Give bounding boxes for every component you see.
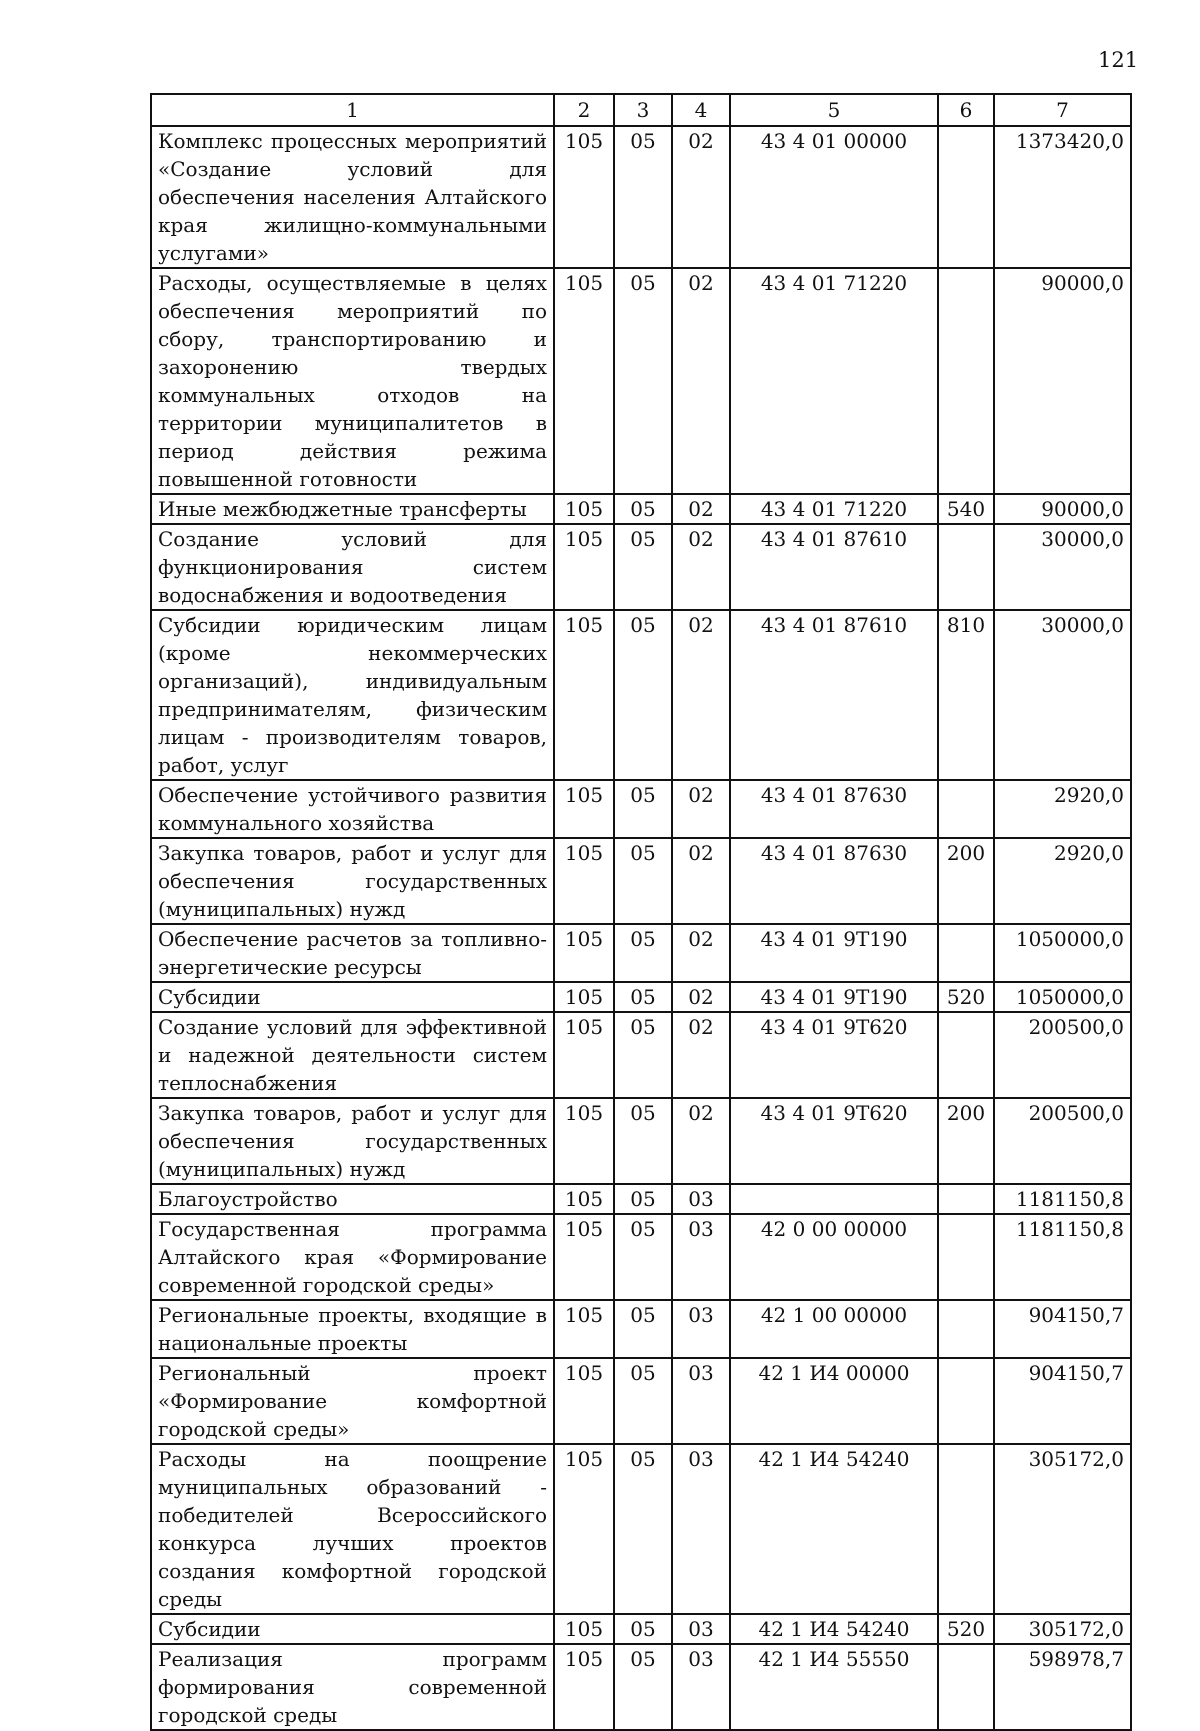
table-row [151,924,1131,982]
cell-target-article: 42 1 00 00000 [730,1300,938,1358]
cell-section: 05 [614,1614,672,1644]
cell-target-article: 42 1 И4 54240 [730,1614,938,1644]
cell-subsection: 02 [672,1098,730,1184]
table-row [151,1214,1131,1300]
cell-target-article: 42 0 00 00000 [730,1214,938,1300]
cell-ministry: 105 [554,780,614,838]
row-name: Субсидии [151,982,554,1012]
cell-section: 05 [614,1012,672,1098]
cell-section: 05 [614,126,672,268]
cell-target-article: 42 1 И4 55550 [730,1644,938,1730]
cell-subsection: 02 [672,494,730,524]
cell-amount: 30000,0 [994,610,1131,780]
cell-subsection: 02 [672,126,730,268]
cell-target-article: 42 1 И4 54240 [730,1444,938,1614]
cell-expense-type [938,924,994,982]
cell-amount: 90000,0 [994,494,1131,524]
cell-amount: 1373420,0 [994,126,1131,268]
column-header: 6 [938,94,994,126]
cell-subsection: 03 [672,1300,730,1358]
table-row [151,1098,1131,1184]
cell-subsection: 02 [672,268,730,494]
table-row [151,1184,1131,1214]
cell-expense-type [938,1012,994,1098]
cell-ministry: 105 [554,1644,614,1730]
cell-amount: 305172,0 [994,1444,1131,1614]
row-name: Региональные проекты, входящие в национальные проекты [151,1300,554,1358]
cell-ministry: 105 [554,126,614,268]
cell-amount: 30000,0 [994,524,1131,610]
cell-expense-type: 200 [938,838,994,924]
cell-ministry: 105 [554,1012,614,1098]
row-name: Создание условий для функционирования систем водоснабжения и водоотведения [151,524,554,610]
table-row [151,838,1131,924]
cell-amount: 305172,0 [994,1614,1131,1644]
cell-subsection: 02 [672,524,730,610]
column-header: 5 [730,94,938,126]
cell-section: 05 [614,524,672,610]
cell-amount: 200500,0 [994,1098,1131,1184]
table-row [151,1614,1131,1644]
cell-expense-type: 540 [938,494,994,524]
cell-amount: 904150,7 [994,1358,1131,1444]
row-name: Реализация программ формирования современной городской среды [151,1644,554,1730]
cell-ministry: 105 [554,1098,614,1184]
cell-amount: 1050000,0 [994,924,1131,982]
cell-subsection: 03 [672,1214,730,1300]
cell-target-article: 43 4 01 9Т190 [730,924,938,982]
cell-ministry: 105 [554,982,614,1012]
cell-expense-type [938,1644,994,1730]
cell-ministry: 105 [554,924,614,982]
cell-section: 05 [614,1214,672,1300]
cell-section: 05 [614,1644,672,1730]
column-header: 2 [554,94,614,126]
cell-expense-type: 520 [938,982,994,1012]
row-name: Закупка товаров, работ и услуг для обеспечения государственных (муниципальных) нужд [151,1098,554,1184]
table-row [151,982,1131,1012]
cell-target-article: 43 4 01 9Т620 [730,1098,938,1184]
cell-section: 05 [614,610,672,780]
row-name: Иные межбюджетные трансферты [151,494,554,524]
cell-ministry: 105 [554,1300,614,1358]
cell-subsection: 03 [672,1184,730,1214]
table-row [151,268,1131,494]
cell-expense-type [938,268,994,494]
page-number: 121 [1098,48,1139,72]
cell-section: 05 [614,1358,672,1444]
cell-target-article: 43 4 01 87630 [730,780,938,838]
cell-expense-type: 520 [938,1614,994,1644]
row-name: Закупка товаров, работ и услуг для обеспечения государственных (муниципальных) нужд [151,838,554,924]
table-row [151,524,1131,610]
cell-ministry: 105 [554,1614,614,1644]
cell-ministry: 105 [554,1444,614,1614]
cell-section: 05 [614,1098,672,1184]
cell-expense-type [938,1184,994,1214]
cell-ministry: 105 [554,494,614,524]
cell-subsection: 03 [672,1444,730,1614]
cell-section: 05 [614,838,672,924]
table-row [151,1444,1131,1614]
column-header: 4 [672,94,730,126]
table-row [151,1300,1131,1358]
cell-amount: 200500,0 [994,1012,1131,1098]
cell-amount: 90000,0 [994,268,1131,494]
cell-target-article: 42 1 И4 00000 [730,1358,938,1444]
cell-ministry: 105 [554,1184,614,1214]
cell-expense-type: 810 [938,610,994,780]
cell-ministry: 105 [554,524,614,610]
cell-target-article: 43 4 01 87610 [730,524,938,610]
cell-subsection: 02 [672,610,730,780]
row-name: Создание условий для эффективной и надежной деятельности систем теплоснабжения [151,1012,554,1098]
cell-section: 05 [614,780,672,838]
table-row [151,494,1131,524]
cell-ministry: 105 [554,610,614,780]
cell-target-article: 43 4 01 00000 [730,126,938,268]
cell-subsection: 02 [672,1012,730,1098]
cell-section: 05 [614,982,672,1012]
budget-table [150,93,1132,1731]
column-header: 1 [151,94,554,126]
cell-expense-type [938,1444,994,1614]
cell-target-article: 43 4 01 9Т620 [730,1012,938,1098]
column-header: 3 [614,94,672,126]
cell-section: 05 [614,1300,672,1358]
cell-subsection: 03 [672,1614,730,1644]
row-name: Обеспечение расчетов за топливно-энергетические ресурсы [151,924,554,982]
table-row [151,610,1131,780]
cell-subsection: 03 [672,1358,730,1444]
row-name: Обеспечение устойчивого развития коммунального хозяйства [151,780,554,838]
cell-expense-type [938,1358,994,1444]
table-row [151,1358,1131,1444]
row-name: Комплекс процессных мероприятий «Создание условий для обеспечения населения Алтайского края жилищно-коммунальными услугами» [151,126,554,268]
cell-target-article: 43 4 01 87610 [730,610,938,780]
cell-subsection: 02 [672,780,730,838]
cell-ministry: 105 [554,1358,614,1444]
cell-subsection: 03 [672,1644,730,1730]
cell-section: 05 [614,494,672,524]
cell-amount: 2920,0 [994,780,1131,838]
cell-expense-type [938,524,994,610]
cell-amount: 2920,0 [994,838,1131,924]
row-name: Благоустройство [151,1184,554,1214]
cell-expense-type [938,1214,994,1300]
column-header: 7 [994,94,1131,126]
cell-expense-type: 200 [938,1098,994,1184]
cell-ministry: 105 [554,838,614,924]
table-row [151,1644,1131,1730]
cell-target-article: 43 4 01 71220 [730,268,938,494]
row-name: Государственная программа Алтайского края «Формирование современной городской среды» [151,1214,554,1300]
cell-subsection: 02 [672,924,730,982]
cell-subsection: 02 [672,982,730,1012]
table-row [151,126,1131,268]
cell-amount: 904150,7 [994,1300,1131,1358]
cell-target-article: 43 4 01 9Т190 [730,982,938,1012]
cell-section: 05 [614,1444,672,1614]
cell-target-article: 43 4 01 87630 [730,838,938,924]
cell-amount: 598978,7 [994,1644,1131,1730]
row-name: Субсидии [151,1614,554,1644]
table-body [151,126,1131,1730]
cell-expense-type [938,1300,994,1358]
row-name: Субсидии юридическим лицам (кроме некоммерческих организаций), индивидуальным предпринимателям, физическим лицам - производителям товаров, работ, услуг [151,610,554,780]
row-name: Расходы, осуществляемые в целях обеспечения мероприятий по сбору, транспортированию и захоронению твердых коммунальных отходов на территории муниципалитетов в период действия режима повышенной готовности [151,268,554,494]
cell-subsection: 02 [672,838,730,924]
cell-section: 05 [614,268,672,494]
table-row [151,780,1131,838]
row-name: Региональный проект «Формирование комфортной городской среды» [151,1358,554,1444]
cell-section: 05 [614,1184,672,1214]
row-name: Расходы на поощрение муниципальных образований - победителей Всероссийского конкурса лучших проектов создания комфортной городской среды [151,1444,554,1614]
cell-amount: 1050000,0 [994,982,1131,1012]
cell-ministry: 105 [554,268,614,494]
cell-ministry: 105 [554,1214,614,1300]
column-number-row [151,94,1131,126]
cell-expense-type [938,126,994,268]
cell-expense-type [938,780,994,838]
cell-amount: 1181150,8 [994,1214,1131,1300]
cell-section: 05 [614,924,672,982]
cell-amount: 1181150,8 [994,1184,1131,1214]
table-row [151,1012,1131,1098]
cell-target-article: 43 4 01 71220 [730,494,938,524]
cell-target-article [730,1184,938,1214]
